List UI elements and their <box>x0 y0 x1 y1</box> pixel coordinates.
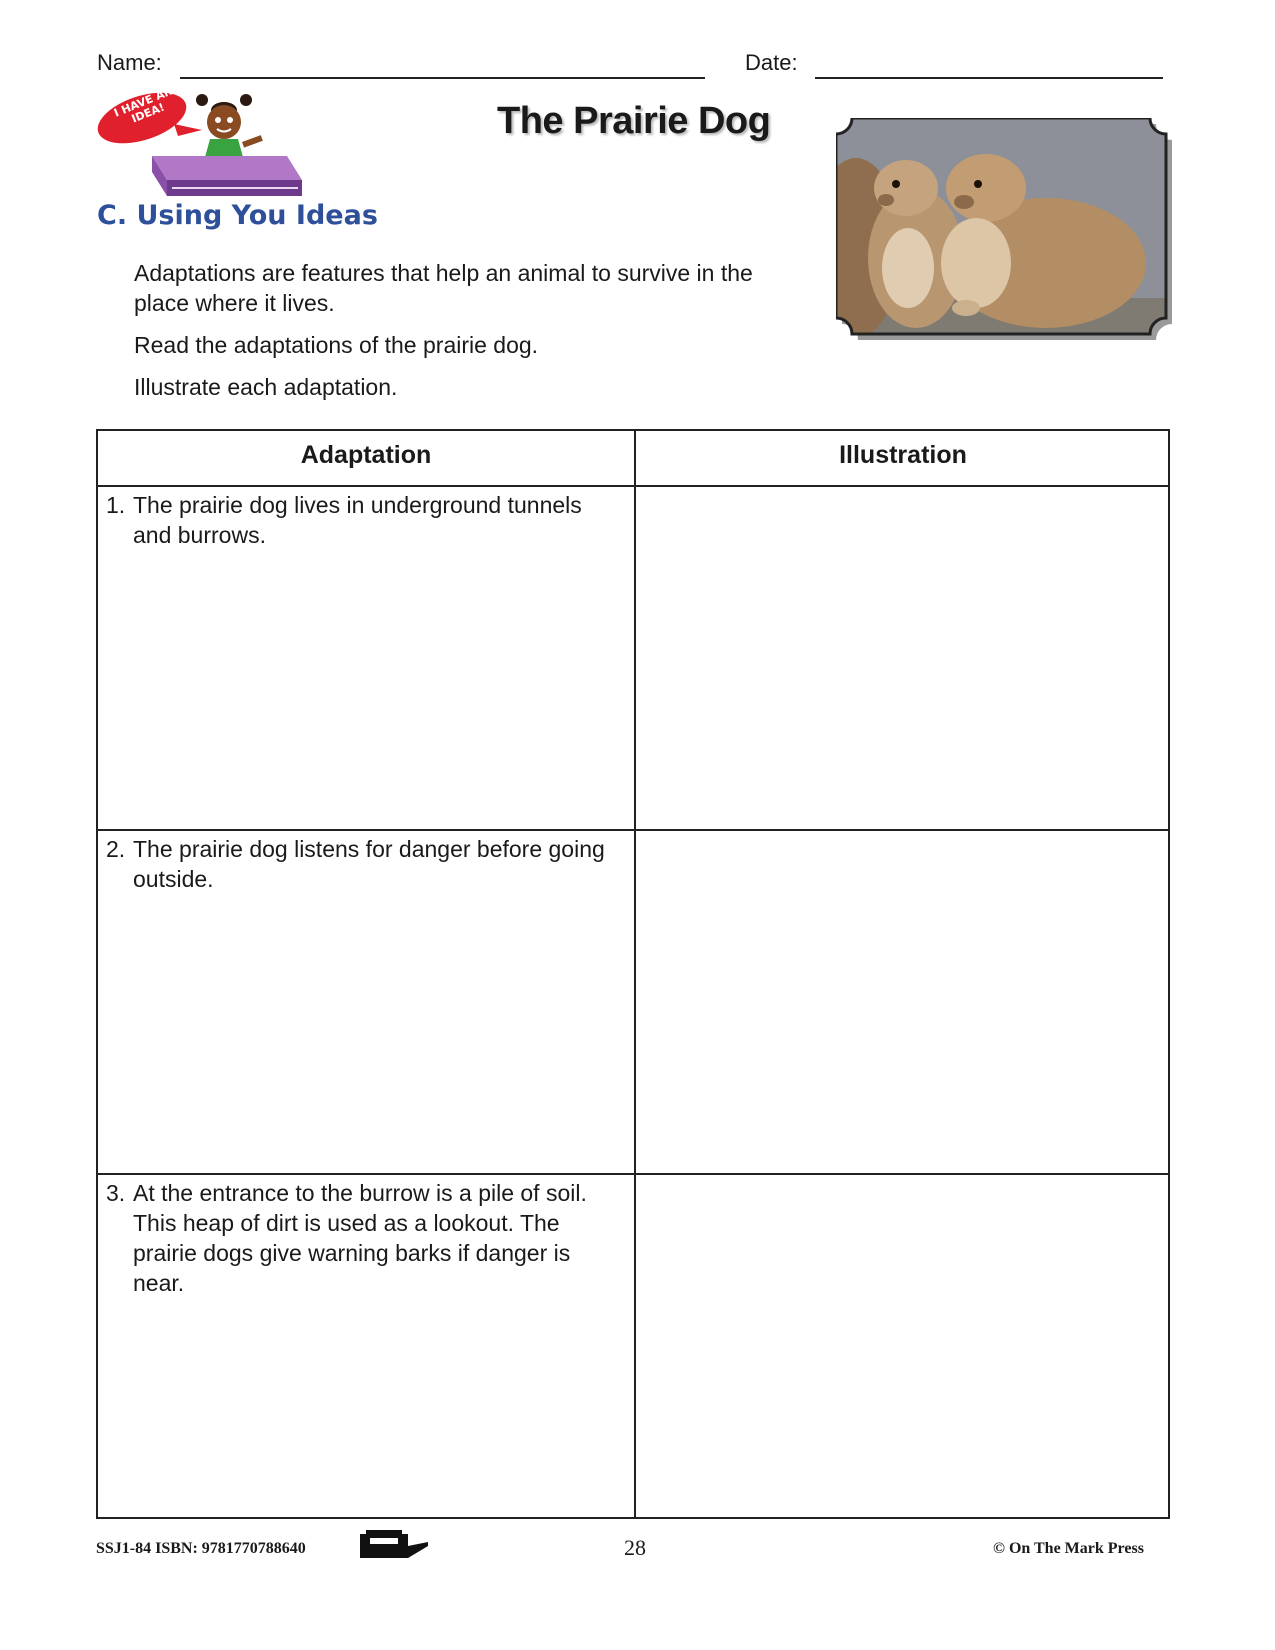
date-field-line[interactable] <box>815 77 1163 79</box>
row-adaptation-text: The prairie dog lives in underground tunnels and burrows. <box>133 492 582 548</box>
table-row <box>106 834 626 894</box>
row-adaptation-text: The prairie dog listens for danger before going outside. <box>133 836 605 892</box>
footer-copyright: © On The Mark Press <box>993 1540 1144 1557</box>
illustration-cell-1[interactable] <box>636 487 1170 827</box>
table-row <box>106 1178 626 1298</box>
prairie-dog-photo <box>836 118 1176 348</box>
page-title: The Prairie Dog <box>497 100 771 142</box>
footer-isbn: SSJ1-84 ISBN: 9781770788640 <box>96 1540 306 1557</box>
row-number: 3. <box>106 1180 126 1206</box>
row-number: 1. <box>106 492 126 518</box>
intro-paragraph: Adaptations are features that help an animal to survive in the place where it lives. <box>134 260 753 316</box>
speech-bubble-text: I HAVE AN IDEA! <box>112 84 175 126</box>
header-illustration: Illustration <box>839 441 967 469</box>
adaptation-table <box>96 429 1170 1519</box>
name-label: Name: <box>97 50 162 75</box>
illustration-cell-3[interactable] <box>636 1175 1170 1515</box>
intro-instruction-read: Read the adaptations of the prairie dog. <box>134 332 539 358</box>
intro-instruction-illustrate: Illustrate each adaptation. <box>134 374 398 400</box>
page-number: 28 <box>624 1535 646 1560</box>
table-row <box>106 490 626 550</box>
illustration-cell-2[interactable] <box>636 831 1170 1171</box>
row-number: 2. <box>106 836 126 862</box>
section-title: C. Using You Ideas <box>97 200 378 231</box>
name-field-line[interactable] <box>180 77 705 79</box>
date-label: Date: <box>745 50 798 75</box>
copier-icon <box>358 1528 430 1562</box>
row-adaptation-text: At the entrance to the burrow is a pile of soil. This heap of dirt is used as a lookout. The prairie dogs give warning barks if danger is near. <box>133 1180 587 1296</box>
header-adaptation: Adaptation <box>300 441 432 469</box>
